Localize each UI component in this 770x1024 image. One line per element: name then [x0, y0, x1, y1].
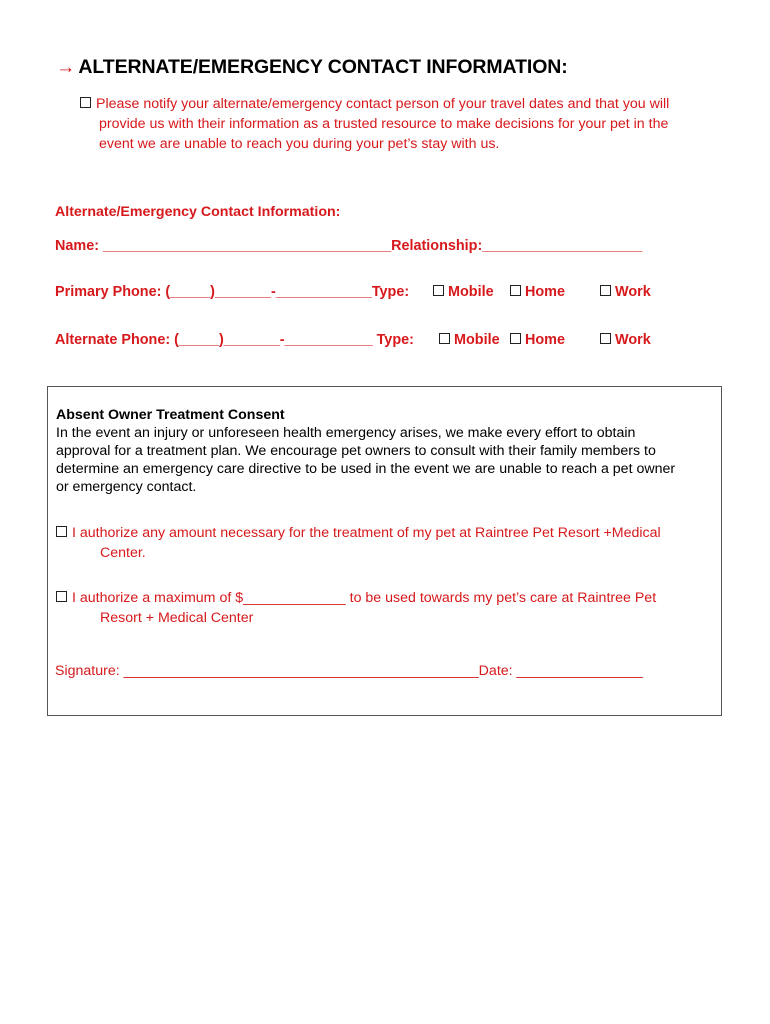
notice-line-3: event we are unable to reach you during your pet’s stay with us.: [99, 136, 500, 152]
authorize-any-amount-option: [56, 523, 716, 563]
authorize-maximum-line-2: Resort + Medical Center: [100, 610, 254, 626]
alternate-work-label: Work: [615, 332, 651, 348]
consent-line-3: determine an emergency care directive to be used in the event we are unable to reach a pet owner: [56, 461, 676, 477]
alternate-type-work[interactable]: [600, 332, 651, 348]
primary-type-mobile[interactable]: [433, 284, 494, 300]
primary-mobile-checkbox[interactable]: [433, 285, 444, 296]
primary-home-checkbox[interactable]: [510, 285, 521, 296]
notify-checkbox[interactable]: [80, 97, 91, 108]
primary-type-work[interactable]: [600, 284, 651, 300]
primary-phone-field[interactable]: Primary Phone: (_____)_______-____________Type:: [55, 284, 410, 300]
authorize-any-amount-line-1: I authorize any amount necessary for the treatment of my pet at Raintree Pet Resort +Medical: [72, 525, 661, 541]
authorize-any-amount-line-2: Center.: [100, 545, 146, 561]
alternate-mobile-checkbox[interactable]: [439, 333, 450, 344]
consent-title: Absent Owner Treatment Consent: [56, 407, 285, 423]
name-relationship-field[interactable]: Name: ____________________________________Relationship:____________________: [55, 238, 643, 254]
notice-line-1: Please notify your alternate/emergency contact person of your travel dates and that you will: [96, 96, 670, 112]
contact-section-heading: Alternate/Emergency Contact Information:: [55, 204, 341, 220]
alternate-phone-field[interactable]: Alternate Phone: (_____)_______-___________ Type:: [55, 332, 414, 348]
authorize-maximum-checkbox[interactable]: [56, 591, 67, 602]
page-title-text: ALTERNATE/EMERGENCY CONTACT INFORMATION:: [78, 56, 568, 78]
notice-line-2: provide us with their information as a trusted resource to make decisions for your pet in the: [99, 116, 669, 132]
authorize-maximum-line-1[interactable]: I authorize a maximum of $_____________ to be used towards my pet’s care at Raintree Pet: [72, 590, 657, 606]
alternate-type-mobile[interactable]: [439, 332, 500, 348]
consent-paragraph: [56, 424, 716, 496]
arrow-right-icon: →: [56, 56, 76, 78]
alternate-work-checkbox[interactable]: [600, 333, 611, 344]
consent-line-1: In the event an injury or unforeseen health emergency arises, we make every effort to obtain: [56, 425, 636, 441]
primary-work-checkbox[interactable]: [600, 285, 611, 296]
authorize-any-amount-checkbox[interactable]: [56, 526, 67, 537]
page-title: [56, 56, 568, 79]
primary-mobile-label: Mobile: [448, 284, 494, 300]
notify-notice: [80, 94, 730, 154]
alternate-mobile-label: Mobile: [454, 332, 500, 348]
alternate-home-checkbox[interactable]: [510, 333, 521, 344]
alternate-phone-row: [55, 332, 414, 348]
primary-work-label: Work: [615, 284, 651, 300]
primary-home-label: Home: [525, 284, 565, 300]
consent-line-4: or emergency contact.: [56, 479, 197, 495]
consent-line-2: approval for a treatment plan. We encourage pet owners to consult with their family members to: [56, 443, 656, 459]
primary-phone-row: [55, 284, 409, 300]
authorize-maximum-option: [56, 588, 716, 628]
alternate-type-home[interactable]: [510, 332, 565, 348]
alternate-home-label: Home: [525, 332, 565, 348]
primary-type-home[interactable]: [510, 284, 565, 300]
signature-date-field[interactable]: Signature: _____________________________________________Date: ________________: [55, 663, 643, 679]
